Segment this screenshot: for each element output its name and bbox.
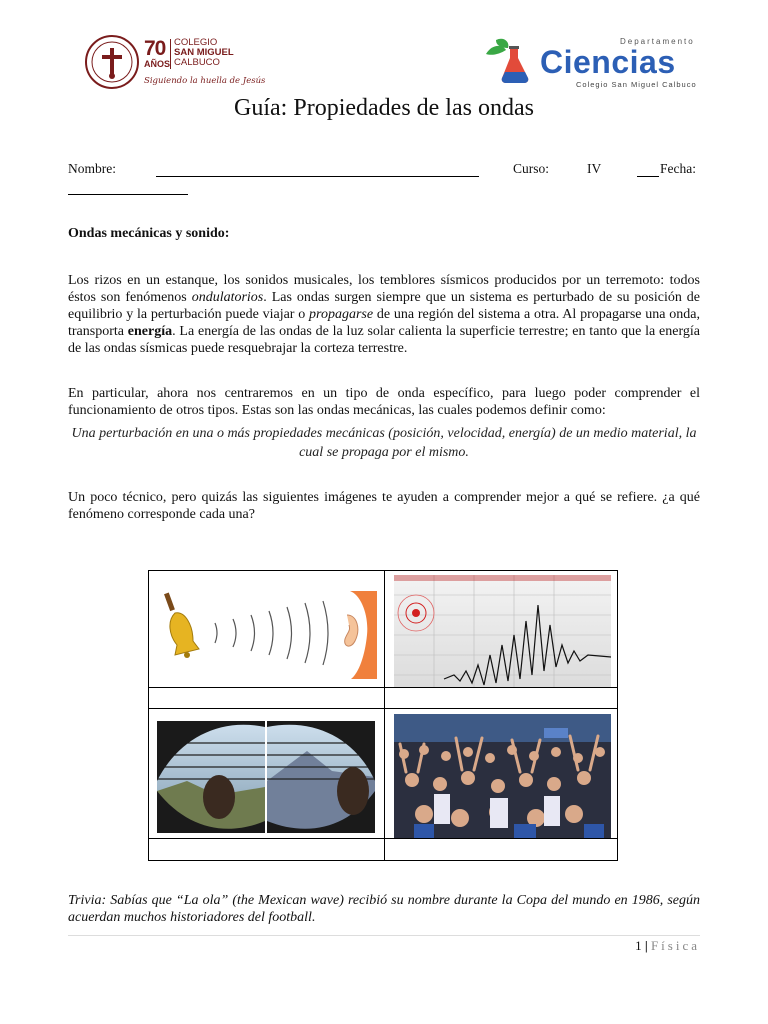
- footer-section: Física: [650, 938, 700, 953]
- footer-divider: [68, 935, 700, 936]
- fecha-label: Fecha:: [660, 161, 696, 176]
- bell-sound-waves-image: [155, 585, 377, 681]
- page-title: Guía: Propiedades de las ondas: [234, 95, 534, 121]
- school-logo: [84, 34, 266, 94]
- department-label: Departamento: [620, 37, 695, 46]
- section-heading: Ondas mecánicas y sonido:: [68, 226, 230, 241]
- seismograph-image: [394, 575, 611, 687]
- science-department-logo: [480, 36, 702, 92]
- school-seal-icon: [84, 34, 140, 90]
- paragraph-mechanical: En particular, ahora nos centraremos en un tipo de onda específico, para luego poder comprender el funcionamiento de otros tipos. Estas son las ondas mecánicas, las cuales podemos definir como:: [68, 386, 700, 418]
- school-motto: Siguiendo la huella de Jesús: [144, 76, 266, 86]
- anniversary-number: 70: [144, 37, 166, 60]
- curso-field[interactable]: [637, 176, 659, 177]
- nombre-field[interactable]: [156, 176, 479, 177]
- curso-label: Curso:: [513, 161, 550, 176]
- trivia-note: Trivia: Sabías que “La ola” (the Mexican wave) recibió su nombre durante la Copa del mundo en 1986, según acuerdan muchos historiadores del football.: [68, 893, 700, 925]
- curso-value: IV: [587, 161, 602, 176]
- flask-leaf-icon: [480, 36, 540, 86]
- school-name: COLEGIO SAN MIGUEL CALBUCO: [174, 37, 234, 68]
- page-number: 1: [635, 938, 642, 953]
- paragraph-intro: Los rizos en un estanque, los sonidos musicales, los temblores sísmicos producidos por un terremoto: todos éstos son fenómenos ondulatorios. Las ondas surgen siempre que un sistema es perturbado de su posición de equilibrio y la perturbación puede viajar o propagarse de una región del sistema a otra. Al propagarse una onda, transporta energía. La energía de las ondas de la luz solar calienta la superficie terrestre; en tanto que la energía de las ondas sísmicas puede resquebrajar la corteza terrestre.: [68, 273, 700, 356]
- department-school: Colegio San Miguel Calbuco: [576, 80, 697, 89]
- paragraph-images: Un poco técnico, pero quizás las siguientes imágenes te ayuden a comprender mejor a qué se refiere. ¿a qué fenómeno corresponde cada una?: [68, 490, 700, 522]
- department-name: Ciencias: [540, 44, 676, 80]
- stadium-wave-image: [394, 714, 611, 838]
- anniversary-years: AÑOS: [144, 59, 171, 69]
- page-footer: 1 | Física: [635, 938, 700, 953]
- bell-icon: [155, 585, 377, 681]
- image-table: [148, 570, 618, 861]
- fecha-field[interactable]: [68, 194, 188, 195]
- nombre-label: Nombre:: [68, 161, 116, 176]
- guitar-strings-image: [157, 721, 375, 833]
- wave-definition: Una perturbación en una o más propiedades mecánicas (posición, velocidad, energía) de un medio material, la cual se propaga por el mismo.: [71, 426, 697, 460]
